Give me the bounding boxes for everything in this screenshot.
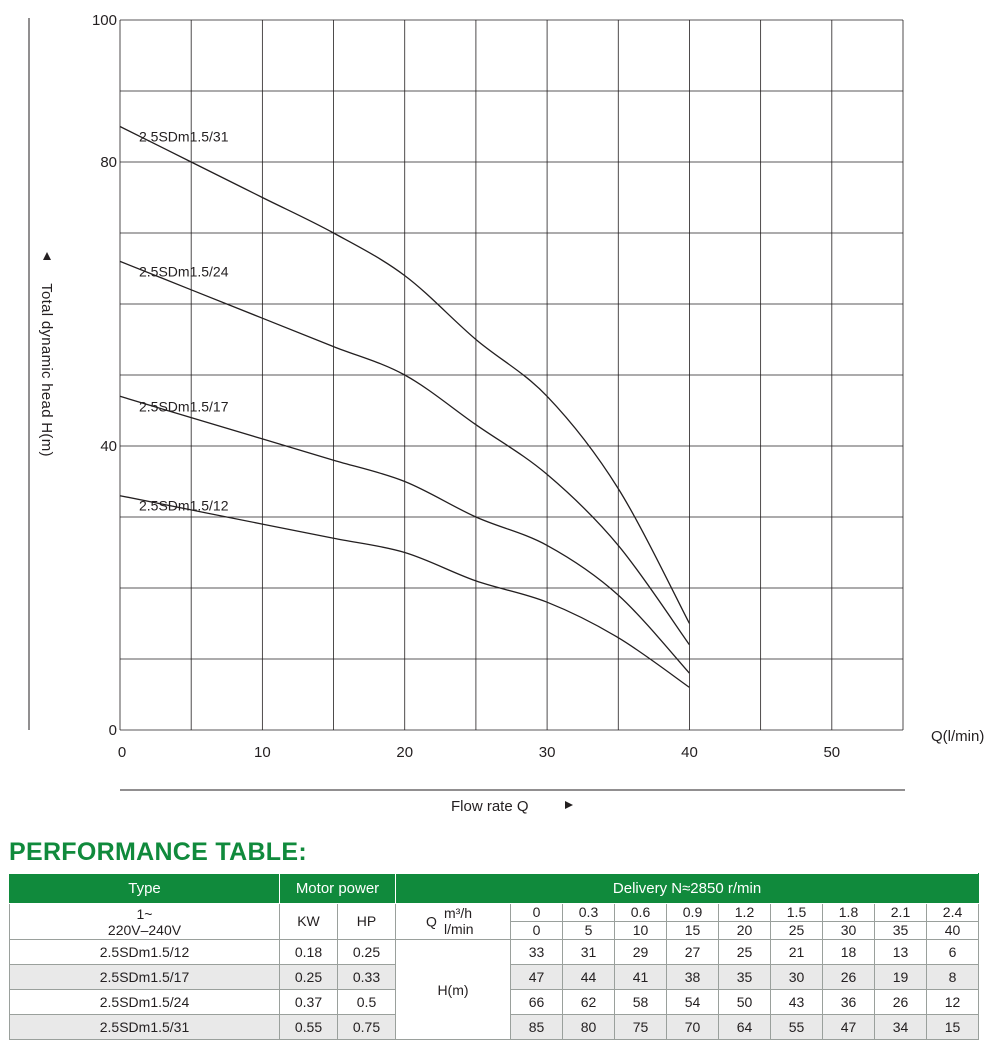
q-lmin-cell: 35 xyxy=(875,922,927,940)
h-cell: 44 xyxy=(563,965,615,990)
y-tick-labels xyxy=(92,12,117,739)
y-axis-title-group xyxy=(38,283,55,457)
h-cell: 50 xyxy=(719,990,771,1015)
series-labels xyxy=(139,129,229,514)
h-cell: 27 xyxy=(667,940,719,965)
y-tick-label: 80 xyxy=(100,154,117,171)
q-lmin-cell: 15 xyxy=(667,922,719,940)
h-cell: 62 xyxy=(563,990,615,1015)
h-cell: 13 xyxy=(875,940,927,965)
x-tick-label: 0 xyxy=(117,744,127,761)
x-tick-label: 30 xyxy=(538,744,556,761)
hp-cell: 0.75 xyxy=(338,1015,396,1040)
kw-cell: 0.18 xyxy=(280,940,338,965)
h-cell: 8 xyxy=(927,965,979,990)
motor-power-header: Motor power xyxy=(280,874,396,904)
table-row xyxy=(10,940,979,965)
series-label: 2.5SDm1.5/31 xyxy=(139,128,229,145)
q-m3h-cell: 1.2 xyxy=(719,904,771,922)
y-tick-label: 40 xyxy=(100,438,117,455)
q-m3h-cell: 2.4 xyxy=(927,904,979,922)
hp-cell: 0.5 xyxy=(338,990,396,1015)
series-label: 2.5SDm1.5/24 xyxy=(139,263,229,280)
h-cell: 47 xyxy=(823,1015,875,1040)
performance-table xyxy=(9,873,979,1040)
x-tick-label: 20 xyxy=(396,744,414,761)
h-cell: 33 xyxy=(511,940,563,965)
x-axis-arrow-icon xyxy=(565,801,573,809)
h-cell: 30 xyxy=(771,965,823,990)
type-cell: 2.5SDm1.5/24 xyxy=(10,990,280,1015)
h-cell: 85 xyxy=(511,1015,563,1040)
q-m3h-cell: 1.5 xyxy=(771,904,823,922)
kw-header: KW xyxy=(280,904,338,940)
q-m3h-cell: 0.3 xyxy=(563,904,615,922)
y-axis-arrow-icon xyxy=(43,252,51,260)
q-lmin-cell: 20 xyxy=(719,922,771,940)
voltage-cell xyxy=(10,904,280,940)
q-lmin-cell: 25 xyxy=(771,922,823,940)
q-m3h-cell: 0.6 xyxy=(615,904,667,922)
x-axis-title: Flow rate Q xyxy=(451,798,529,815)
y-axis-title: Total dynamic head H(m) xyxy=(38,283,55,457)
h-cell: 70 xyxy=(667,1015,719,1040)
series-label: 2.5SDm1.5/12 xyxy=(139,497,229,514)
h-cell: 26 xyxy=(823,965,875,990)
hp-header: HP xyxy=(338,904,396,940)
kw-cell: 0.55 xyxy=(280,1015,338,1040)
q-lmin-cell: 40 xyxy=(927,922,979,940)
q-label: Q xyxy=(426,913,437,929)
kw-cell: 0.25 xyxy=(280,965,338,990)
type-cell: 2.5SDm1.5/12 xyxy=(10,940,280,965)
h-cell: 26 xyxy=(875,990,927,1015)
h-cell: 64 xyxy=(719,1015,771,1040)
h-cell: 55 xyxy=(771,1015,823,1040)
x-tick-labels xyxy=(118,744,840,761)
h-cell: 36 xyxy=(823,990,875,1015)
h-cell: 80 xyxy=(563,1015,615,1040)
y-tick-label: 100 xyxy=(91,12,117,29)
h-cell: 31 xyxy=(563,940,615,965)
performance-table-title: PERFORMANCE TABLE: xyxy=(9,838,307,866)
q-m3h-cell: 2.1 xyxy=(875,904,927,922)
h-cell: 25 xyxy=(719,940,771,965)
h-cell: 47 xyxy=(511,965,563,990)
q-m3h-cell: 1.8 xyxy=(823,904,875,922)
q-m3h-cell: 0.9 xyxy=(667,904,719,922)
h-cell: 29 xyxy=(615,940,667,965)
h-cell: 18 xyxy=(823,940,875,965)
q-unit-lmin: l/min xyxy=(444,921,474,937)
h-cell: 75 xyxy=(615,1015,667,1040)
delivery-header: Delivery N≈2850 r/min xyxy=(396,874,979,904)
h-cell: 19 xyxy=(875,965,927,990)
hp-cell: 0.33 xyxy=(338,965,396,990)
type-header: Type xyxy=(10,874,280,904)
h-cell: 66 xyxy=(511,990,563,1015)
q-header-cell xyxy=(396,904,511,940)
h-cell: 54 xyxy=(667,990,719,1015)
phase-label: 1~ xyxy=(136,905,153,922)
h-cell: 34 xyxy=(875,1015,927,1040)
h-cell: 12 xyxy=(927,990,979,1015)
q-lmin-cell: 0 xyxy=(511,922,563,940)
x-tick-label: 10 xyxy=(254,744,271,761)
series-label: 2.5SDm1.5/17 xyxy=(139,398,229,415)
h-cell: 38 xyxy=(667,965,719,990)
x-tick-label: 40 xyxy=(681,744,698,761)
q-m3h-cell: 0 xyxy=(511,904,563,922)
y-tick-label: 0 xyxy=(108,722,117,739)
type-cell: 2.5SDm1.5/31 xyxy=(10,1015,280,1040)
type-cell: 2.5SDm1.5/17 xyxy=(10,965,280,990)
q-units xyxy=(444,905,474,937)
h-label-cell: H(m) xyxy=(396,940,511,1040)
subheader-row-m3h xyxy=(10,904,979,922)
x-tick-label: 50 xyxy=(823,744,841,761)
voltage-label: 220V–240V xyxy=(107,921,182,938)
table-header-row xyxy=(10,874,979,904)
q-unit-m3h: m³/h xyxy=(444,905,472,921)
gridlines xyxy=(120,20,903,730)
q-lmin-cell: 30 xyxy=(823,922,875,940)
kw-cell: 0.37 xyxy=(280,990,338,1015)
h-cell: 15 xyxy=(927,1015,979,1040)
h-cell: 58 xyxy=(615,990,667,1015)
h-cell: 43 xyxy=(771,990,823,1015)
h-cell: 6 xyxy=(927,940,979,965)
x-unit-label: Q(l/min) xyxy=(931,728,985,745)
q-lmin-cell: 5 xyxy=(563,922,615,940)
h-cell: 21 xyxy=(771,940,823,965)
h-cell: 41 xyxy=(615,965,667,990)
q-lmin-cell: 10 xyxy=(615,922,667,940)
h-cell: 35 xyxy=(719,965,771,990)
hp-cell: 0.25 xyxy=(338,940,396,965)
